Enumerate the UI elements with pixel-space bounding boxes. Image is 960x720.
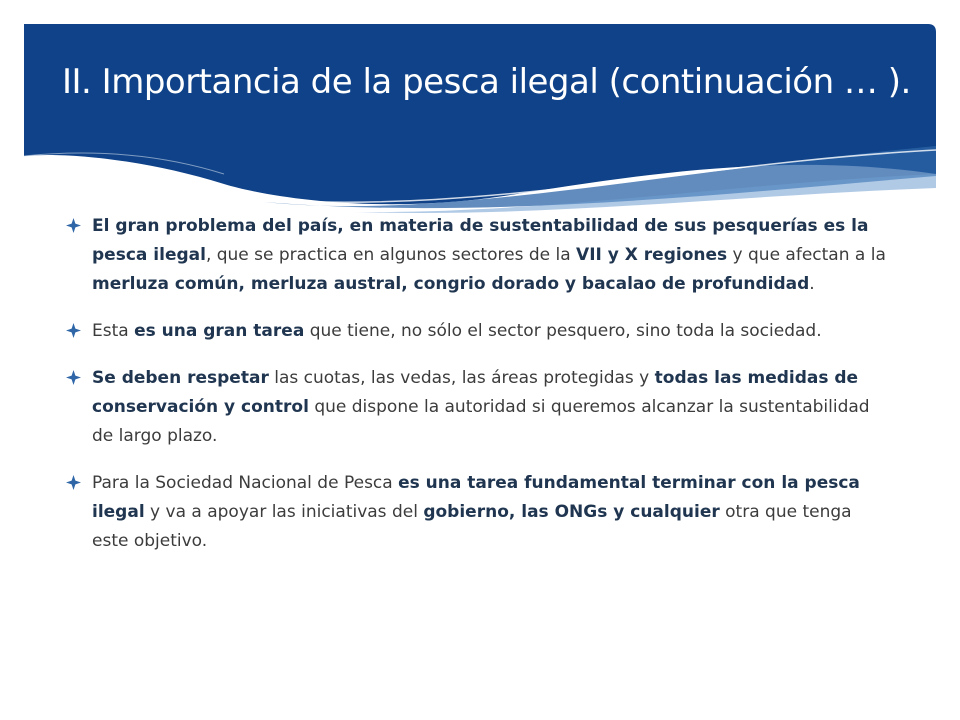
bullet-text: Para la Sociedad Nacional de Pesca es una tarea fundamental terminar con la pesca ilegal y va a apoyar las iniciativas del gobierno, las ONGs y cualquier otra que tenga este objetivo. [92,473,860,551]
bullet-text: Esta es una gran tarea que tiene, no sólo el sector pesquero, sino toda la sociedad. [92,321,822,341]
bullet-item [62,469,892,556]
bullet-text: Se deben respetar las cuotas, las vedas, las áreas protegidas y todas las medidas de conservación y control que dispone la autoridad si queremos alcanzar la sustentabilidad de largo plazo. [92,368,870,446]
slide-title: II. Importancia de la pesca ilegal (continuación … ). [62,62,911,102]
bullet-list [62,212,892,574]
diamond-bullet-icon [66,370,81,385]
title-banner [24,24,936,224]
banner-wave-graphic [24,24,936,224]
diamond-bullet-icon [66,475,81,490]
bullet-text: El gran problema del país, en materia de sustentabilidad de sus pesquerías es la pesca ilegal, que se practica en algunos sectores de la VII y X regiones y que afectan a la merluza común, merluza austral, congrio dorado y bacalao de profundidad. [92,216,886,294]
bullet-item [62,364,892,451]
bullet-item [62,212,892,299]
diamond-bullet-icon [66,218,81,233]
bullet-item [62,317,892,346]
diamond-bullet-icon [66,323,81,338]
